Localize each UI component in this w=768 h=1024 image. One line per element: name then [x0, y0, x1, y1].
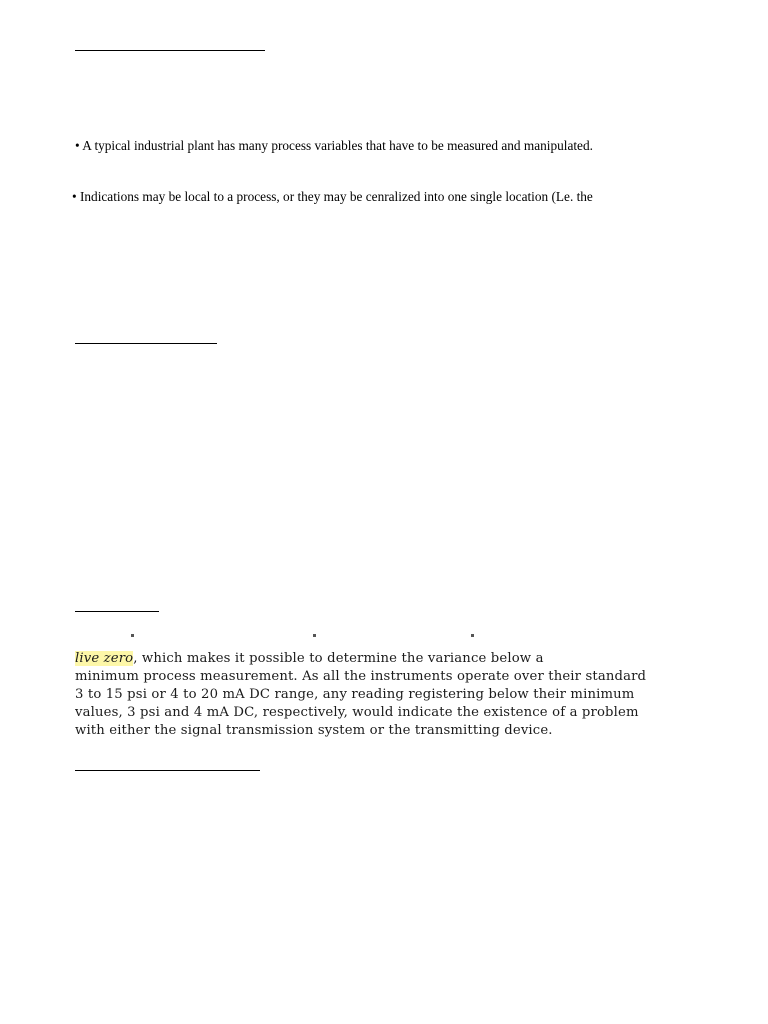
- excerpt-line-2: minimum process measurement. As all the instruments operate over their standard: [75, 669, 647, 684]
- bullet-paragraph-2: • Indications may be local to a process, or they may be cenralized into one single location (Le. the: [72, 189, 593, 204]
- heading-underline-1: [75, 50, 265, 51]
- excerpt-line-1: [75, 650, 544, 668]
- excerpt-line-4: values, 3 psi and 4 mA DC, respectively, would indicate the existence of a problem: [75, 705, 639, 720]
- heading-underline-2: [75, 343, 217, 344]
- scanned-excerpt: [75, 631, 675, 743]
- cropped-glyph-fragment: [131, 631, 134, 637]
- highlighted-term-zero: zero: [103, 651, 134, 666]
- cropped-glyph-fragment: [313, 631, 316, 637]
- heading-underline-3: [75, 611, 159, 612]
- bullet-paragraph-1: • A typical industrial plant has many process variables that have to be measured and manipulated.: [75, 138, 593, 153]
- heading-underline-4: [75, 770, 260, 771]
- excerpt-line-3: 3 to 15 psi or 4 to 20 mA DC range, any reading registering below their minimum: [75, 687, 635, 702]
- highlighted-term-live: live: [75, 651, 100, 666]
- cropped-glyph-fragment: [471, 631, 474, 637]
- excerpt-line-5: with either the signal transmission system or the transmitting device.: [75, 723, 553, 738]
- excerpt-line-1-rest: , which makes it possible to determine the variance below a: [133, 651, 544, 666]
